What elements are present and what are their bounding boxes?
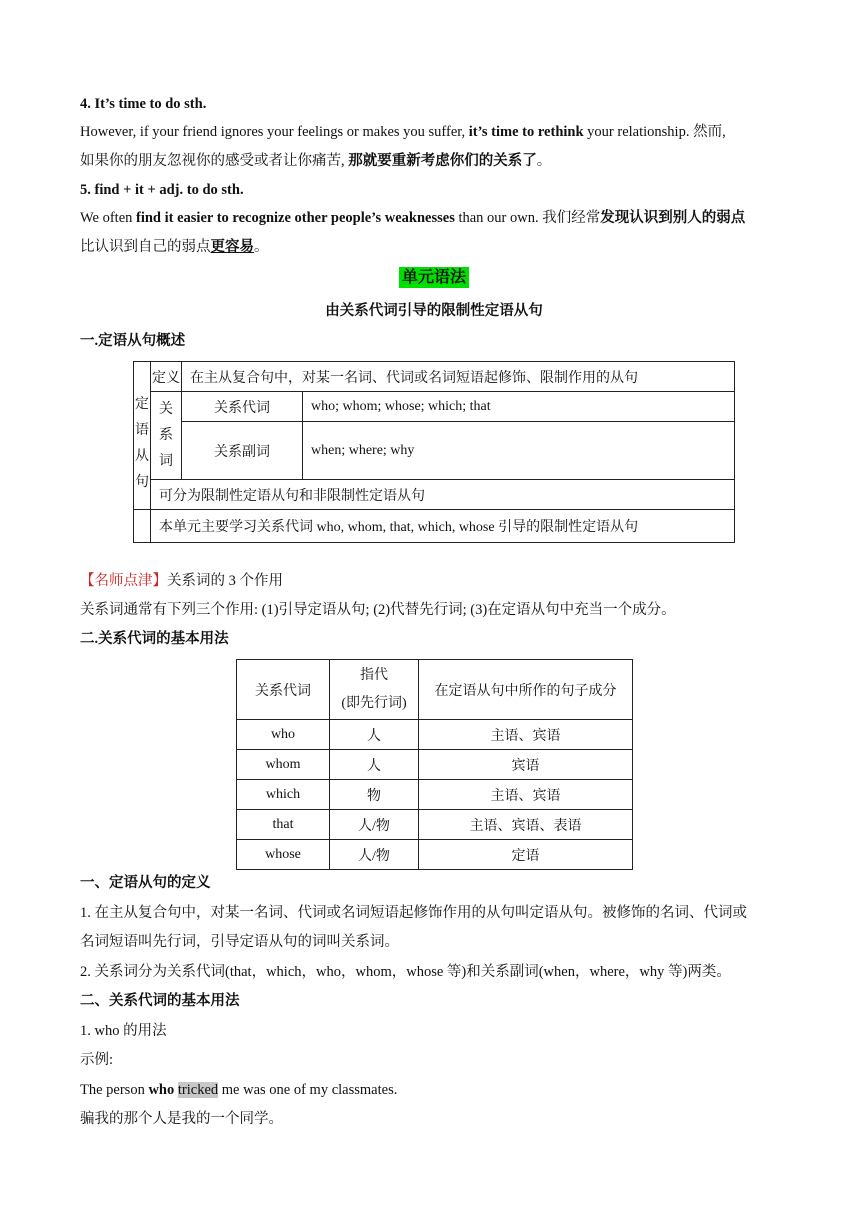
rel-label: 关 系 词	[151, 392, 182, 480]
sec4-line1: However, if your friend ignores your feelings or makes you suffer, it’s time to rethink your relationship. 然而,	[80, 124, 726, 140]
cell-function: 主语、宾语、表语	[419, 810, 633, 840]
header-function: 在定语从句中所作的句子成分	[419, 660, 633, 720]
sec4-title: 4. It’s time to do sth.	[80, 96, 207, 112]
cell-function: 主语、宾语	[419, 780, 633, 810]
cell-pronoun: who	[237, 720, 330, 750]
subtitle: 由关系代词引导的限制性定语从句	[325, 303, 543, 319]
table-row	[237, 720, 633, 750]
example-label: 示例:	[80, 1052, 114, 1068]
cell-refers: 人/物	[330, 840, 419, 870]
header-pronoun: 关系代词	[237, 660, 330, 720]
table-row	[237, 750, 633, 780]
cell-pronoun: that	[237, 810, 330, 840]
def-label: 定义	[151, 362, 182, 392]
sec-a-p1-line1: 1. 在主从复合句中，对某一名词、代词或名词短语起修饰作用的从句叫定语从句。被修饰的名词、代词或	[80, 905, 747, 921]
sec5-title: 5. find + it + adj. to do sth.	[80, 182, 244, 198]
cell-refers: 物	[330, 780, 419, 810]
relative-pronoun-table	[236, 659, 633, 870]
sec-a-heading: 一、定语从句的定义	[80, 875, 211, 891]
sec-b-heading: 二、关系代词的基本用法	[80, 993, 240, 1009]
sec5-line1: We often find it easier to recognize other people’s weaknesses than our own. 我们经常发现认识到别人的弱点	[80, 210, 746, 226]
sec-a-p1-line2: 名词短语叫先行词，引导定语从句的词叫关系词。	[80, 934, 399, 950]
tip-line: 【名师点津】关系词的 3 个作用	[80, 573, 283, 589]
unit-focus-row: 本单元主要学习关系代词 who, whom, that, which, whose 引导的限制性定语从句	[151, 510, 735, 543]
table-row	[237, 780, 633, 810]
pron-text: who; whom; whose; which; that	[303, 392, 735, 422]
cell-refers: 人	[330, 720, 419, 750]
cell-pronoun: which	[237, 780, 330, 810]
table-row	[237, 810, 633, 840]
tip-body: 关系词通常有下列三个作用: (1)引导定语从句; (2)代替先行词; (3)在定语从句中充当一个成分。	[80, 602, 676, 618]
cell-pronoun: whose	[237, 840, 330, 870]
cell-function: 宾语	[419, 750, 633, 780]
highlighted-word: tricked	[177, 1082, 219, 1098]
header-refers: 指代 (即先行词)	[330, 660, 419, 720]
cell-function: 定语	[419, 840, 633, 870]
sec5-line2: 比认识到自己的弱点更容易。	[80, 239, 269, 255]
example-translation: 骗我的那个人是我的一个同学。	[80, 1111, 283, 1127]
clause-overview-table	[133, 361, 735, 543]
side-label: 定 语 从 句	[134, 362, 151, 510]
tip-label: 【名师点津】	[80, 573, 167, 589]
adv-text: when; where; why	[303, 422, 735, 480]
cell-refers: 人	[330, 750, 419, 780]
part1-heading: 一.定语从句概述	[80, 333, 186, 349]
adv-label: 关系副词	[182, 422, 303, 480]
unit-title: 单元语法	[0, 268, 868, 288]
types-row: 可分为限制性定语从句和非限制性定语从句	[151, 480, 735, 510]
sec4-line2: 如果你的朋友忽视你的感受或者让你痛苦, 那就要重新考虑你们的关系了。	[80, 153, 552, 169]
sec-a-p2: 2. 关系词分为关系代词(that，which，who，whom，whose 等)和关系副词(when，where，why 等)两类。	[80, 964, 731, 980]
def-text: 在主从复合句中，对某一名词、代词或名词短语起修饰、限制作用的从句	[182, 362, 735, 392]
cell-refers: 人/物	[330, 810, 419, 840]
who-usage: 1. who 的用法	[80, 1023, 167, 1039]
example-sentence: The person who tricked me was one of my classmates.	[80, 1082, 398, 1098]
table-row	[237, 840, 633, 870]
part2-heading: 二.关系代词的基本用法	[80, 631, 229, 647]
cell-function: 主语、宾语	[419, 720, 633, 750]
cell-pronoun: whom	[237, 750, 330, 780]
pron-label: 关系代词	[182, 392, 303, 422]
